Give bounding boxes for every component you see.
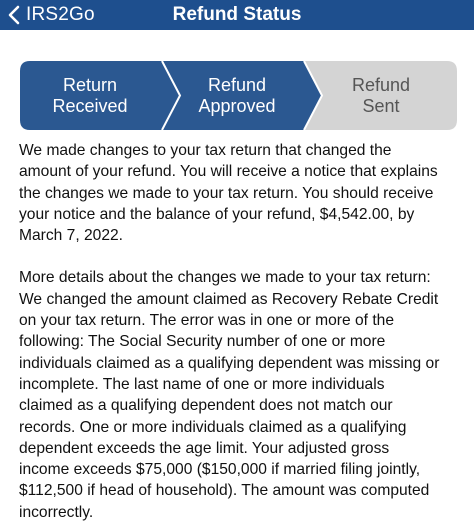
refund-progress-tracker — [20, 61, 457, 130]
back-button[interactable] — [8, 0, 95, 30]
chevron-left-icon — [8, 5, 20, 25]
page-title: Refund Status — [172, 4, 302, 25]
step-refund-sent: Refund Sent — [351, 74, 411, 116]
status-message-paragraph: We made changes to your tax return that changed the amount of your refund. You will receive a notice that explains the changes we made to your tax return. You should receive your notice and the balance of your refund, $4,542.00, by March 7, 2022. — [19, 142, 438, 245]
step-return-received: Return Received — [52, 74, 128, 116]
refund-status-details — [19, 140, 459, 522]
step-refund-approved: Refund Approved — [198, 74, 276, 116]
change-details-paragraph: More details about the changes we made to your tax return: We changed the amount claimed as Recovery Rebate Credit on your tax return. The error was in one or more of the following: The Social Security number of one or more individuals claimed as a qualifying dependent was missing or incomplete. The last name of one or more individuals claimed as a qualifying dependent does not match our records. One or more individuals claimed as a qualifying dependent exceeds the age limit. Your adjusted gross income exceeds $75,000 ($150,000 if married filing jointly, $112,500 if head of household). The amount was computed incorrectly. — [19, 269, 440, 521]
navigation-bar — [0, 0, 474, 30]
back-button-label: IRS2Go — [26, 4, 95, 25]
